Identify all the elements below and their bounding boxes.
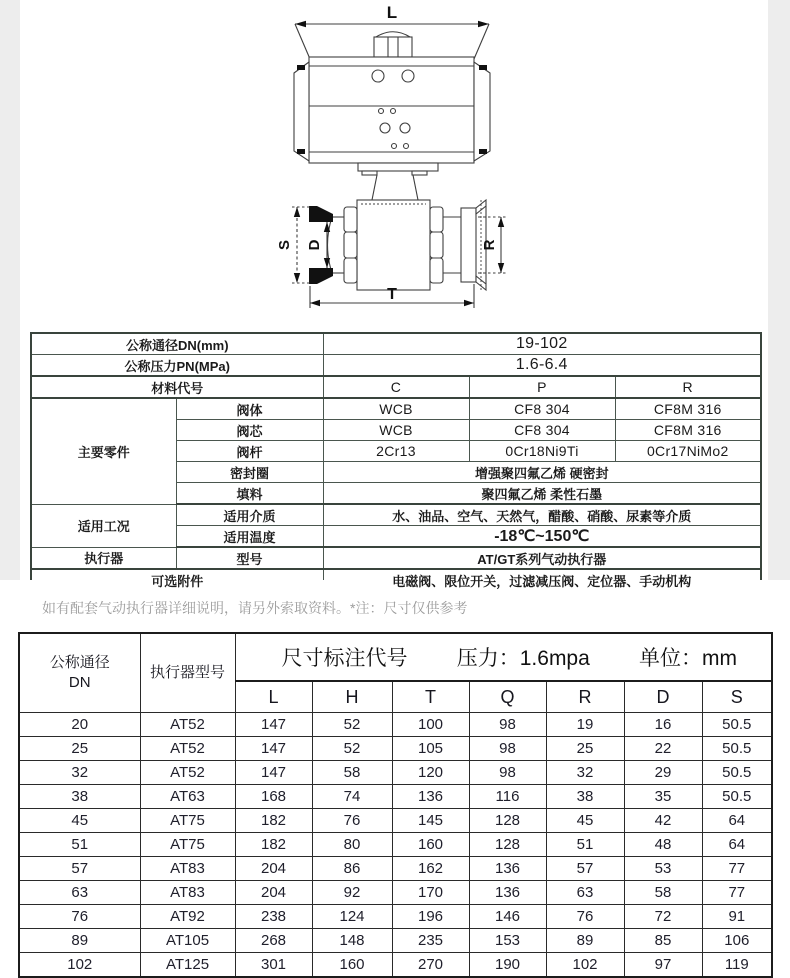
dim-cell-model: AT92 (140, 905, 235, 929)
dim-cell-model: AT52 (140, 713, 235, 737)
dim-cell-value: 148 (312, 929, 392, 953)
dim-s (276, 207, 310, 283)
dim-cell-value: 51 (546, 833, 624, 857)
dim-cell-value: 52 (312, 713, 392, 737)
dim-cell-model: AT63 (140, 785, 235, 809)
dim-table-row (19, 785, 772, 809)
dim-cell-value: 102 (546, 953, 624, 978)
dim-r (478, 217, 506, 273)
dim-cell-value: 160 (312, 953, 392, 978)
dim-cell-value: 238 (235, 905, 312, 929)
spec-accessories-label: 可选附件 (31, 569, 323, 591)
dim-cell-value: 145 (392, 809, 469, 833)
dim-cell-value: 32 (546, 761, 624, 785)
dim-table-row (19, 737, 772, 761)
dim-cell-value: 168 (235, 785, 312, 809)
dim-cell-model: AT125 (140, 953, 235, 978)
spec-row-actuator (31, 547, 761, 569)
dim-cell-value: 29 (624, 761, 702, 785)
spec-temp-value: -18℃~150℃ (323, 526, 761, 548)
spec-part-p: CF8 304 (469, 398, 615, 420)
dim-cell-dn: 38 (19, 785, 140, 809)
actuator-air-port (374, 32, 412, 57)
dim-cell-dn: 20 (19, 713, 140, 737)
dimension-table (18, 632, 773, 978)
dim-col-header: T (392, 681, 469, 713)
dim-table-row (19, 953, 772, 978)
dim-cell-value: 147 (235, 713, 312, 737)
dim-col-header: S (702, 681, 772, 713)
spec-row-medium (31, 504, 761, 526)
dim-cell-value: 50.5 (702, 761, 772, 785)
spec-seal-value: 增强聚四氟乙烯 硬密封 (323, 462, 761, 483)
dim-cell-value: 97 (624, 953, 702, 978)
dim-cell-value: 204 (235, 857, 312, 881)
dim-cell-value: 124 (312, 905, 392, 929)
dim-cell-dn: 76 (19, 905, 140, 929)
dim-cell-value: 16 (624, 713, 702, 737)
dim-table-row (19, 857, 772, 881)
dim-cell-value: 160 (392, 833, 469, 857)
dim-cell-dn: 32 (19, 761, 140, 785)
spec-dn-value: 19-102 (323, 333, 761, 355)
spec-pn-value: 1.6-6.4 (323, 355, 761, 377)
spec-row-part (31, 398, 761, 420)
dim-table-row (19, 761, 772, 785)
dim-cell-value: 136 (469, 881, 546, 905)
actuator-end-cap-left (294, 62, 309, 161)
valve-technical-drawing (20, 0, 768, 330)
spec-part-p: 0Cr18Ni9Ti (469, 441, 615, 462)
dim-cell-value: 190 (469, 953, 546, 978)
dim-cell-model: AT83 (140, 881, 235, 905)
dim-span-header (235, 633, 772, 681)
dim-cell-value: 25 (546, 737, 624, 761)
mounting-bracket (358, 163, 438, 200)
dim-cell-value: 182 (235, 809, 312, 833)
spec-packing-label: 填料 (176, 483, 323, 505)
valve-body (357, 200, 430, 290)
dim-cell-dn: 25 (19, 737, 140, 761)
dim-col-header: H (312, 681, 392, 713)
dim-cell-value: 147 (235, 761, 312, 785)
spec-table (30, 332, 762, 592)
spec-pn-label: 公称压力PN(MPa) (31, 355, 323, 377)
dim-cell-value: 146 (469, 905, 546, 929)
spec-seal-label: 密封圈 (176, 462, 323, 483)
spec-material-code: C (323, 376, 469, 398)
dim-cell-value: 196 (392, 905, 469, 929)
spec-part-c: WCB (323, 420, 469, 441)
dim-label-s: S (276, 239, 293, 251)
dim-t (310, 284, 474, 308)
dim-cell-value: 170 (392, 881, 469, 905)
dim-col-header: R (546, 681, 624, 713)
dim-cell-value: 301 (235, 953, 312, 978)
dim-cell-value: 147 (235, 737, 312, 761)
dim-cell-value: 77 (702, 881, 772, 905)
spec-part-name: 阀体 (176, 398, 323, 420)
dim-cell-model: AT52 (140, 761, 235, 785)
dim-unit-label: 单位：mm (639, 647, 738, 670)
spec-part-c: WCB (323, 398, 469, 420)
spec-actuator-label: 执行器 (31, 547, 176, 569)
dim-cell-value: 57 (546, 857, 624, 881)
dim-label-d: D (306, 239, 323, 251)
dim-cell-value: 106 (702, 929, 772, 953)
dim-cell-value: 48 (624, 833, 702, 857)
dim-table-row (19, 809, 772, 833)
dim-col-header: Q (469, 681, 546, 713)
spec-part-p: CF8 304 (469, 420, 615, 441)
dim-table-row (19, 929, 772, 953)
dim-table-row (19, 713, 772, 737)
dim-label-l: L (386, 3, 398, 22)
dim-cell-dn: 57 (19, 857, 140, 881)
dim-cell-model: AT75 (140, 833, 235, 857)
dim-cell-value: 204 (235, 881, 312, 905)
dim-cell-value: 85 (624, 929, 702, 953)
dim-cell-dn: 89 (19, 929, 140, 953)
dim-cell-dn: 102 (19, 953, 140, 978)
dim-table-row (19, 881, 772, 905)
dim-col1-header: 公称通径 DN (19, 633, 140, 713)
spec-row-pn (31, 355, 761, 377)
union-nut-right (430, 207, 443, 283)
spec-material-code: P (469, 376, 615, 398)
spec-material-label: 材料代号 (31, 376, 323, 398)
dim-cell-value: 120 (392, 761, 469, 785)
spec-temp-label: 适用温度 (176, 526, 323, 548)
dim-cell-value: 58 (312, 761, 392, 785)
dim-cell-value: 63 (546, 881, 624, 905)
dim-cell-value: 50.5 (702, 737, 772, 761)
dim-cell-value: 235 (392, 929, 469, 953)
dim-cell-value: 268 (235, 929, 312, 953)
dim-cell-value: 100 (392, 713, 469, 737)
dim-cell-value: 270 (392, 953, 469, 978)
spec-medium-value: 水、油品、空气、天然气，醋酸、硝酸、尿素等介质 (323, 504, 761, 526)
spec-material-code: R (615, 376, 761, 398)
spec-medium-label: 适用介质 (176, 504, 323, 526)
dim-header-row-1 (19, 633, 772, 681)
dim-cell-value: 128 (469, 809, 546, 833)
dim-cell-value: 89 (546, 929, 624, 953)
dim-cell-model: AT52 (140, 737, 235, 761)
dim-table-body (19, 713, 772, 978)
spec-part-r: CF8M 316 (615, 398, 761, 420)
dim-cell-value: 76 (312, 809, 392, 833)
spec-row-material (31, 376, 761, 398)
dim-cell-value: 42 (624, 809, 702, 833)
dim-cell-value: 91 (702, 905, 772, 929)
spec-part-name: 阀杆 (176, 441, 323, 462)
spec-model-label: 型号 (176, 547, 323, 569)
dim-cell-value: 45 (546, 809, 624, 833)
spec-dn-label: 公称通径DN(mm) (31, 333, 323, 355)
dim-cell-value: 98 (469, 713, 546, 737)
dim-cell-value: 38 (546, 785, 624, 809)
dim-cell-value: 116 (469, 785, 546, 809)
spec-part-name: 阀芯 (176, 420, 323, 441)
dim-cell-value: 58 (624, 881, 702, 905)
dim-cell-value: 19 (546, 713, 624, 737)
dim-cell-value: 119 (702, 953, 772, 978)
dim-cell-dn: 51 (19, 833, 140, 857)
dim-cell-value: 77 (702, 857, 772, 881)
dim-label-r: R (481, 239, 498, 251)
spec-part-c: 2Cr13 (323, 441, 469, 462)
spec-parts-label: 主要零件 (31, 398, 176, 504)
dim-cell-value: 80 (312, 833, 392, 857)
dim-cell-value: 98 (469, 737, 546, 761)
dim-cell-value: 52 (312, 737, 392, 761)
dim-col2-header: 执行器型号 (140, 633, 235, 713)
dimension-table-section (0, 630, 790, 978)
union-nut-left (344, 207, 357, 283)
dim-cell-value: 64 (702, 809, 772, 833)
actuator-body (309, 57, 474, 163)
dim-cell-value: 50.5 (702, 785, 772, 809)
dim-cell-model: AT83 (140, 857, 235, 881)
dim-cell-value: 128 (469, 833, 546, 857)
dim-table-row (19, 833, 772, 857)
dim-cell-value: 74 (312, 785, 392, 809)
dim-codes-label: 尺寸标注代号 (281, 647, 408, 670)
spec-part-r: 0Cr17NiMo2 (615, 441, 761, 462)
dim-cell-value: 53 (624, 857, 702, 881)
dim-cell-value: 98 (469, 761, 546, 785)
spec-row-dn (31, 333, 761, 355)
dim-cell-value: 136 (392, 785, 469, 809)
dim-cell-model: AT75 (140, 809, 235, 833)
dim-cell-dn: 45 (19, 809, 140, 833)
dim-cell-value: 22 (624, 737, 702, 761)
spec-model-value: AT/GT系列气动执行器 (323, 547, 761, 569)
dim-label-t: T (387, 286, 397, 303)
dim-cell-value: 50.5 (702, 713, 772, 737)
dim-cell-value: 162 (392, 857, 469, 881)
spec-accessories-value: 电磁阀、限位开关，过滤减压阀、定位器、手动机构 (323, 569, 761, 591)
dim-cell-value: 105 (392, 737, 469, 761)
dim-table-row (19, 905, 772, 929)
dim-cell-value: 136 (469, 857, 546, 881)
spec-condition-label: 适用工况 (31, 504, 176, 547)
dim-cell-model: AT105 (140, 929, 235, 953)
spec-packing-value: 聚四氟乙烯 柔性石墨 (323, 483, 761, 505)
dim-cell-value: 76 (546, 905, 624, 929)
triclamp-ferrule-right (443, 200, 486, 290)
actuator-end-cap-right (474, 62, 490, 161)
dim-cell-value: 86 (312, 857, 392, 881)
drawing-and-spec-sheet (20, 0, 768, 589)
dim-cell-dn: 63 (19, 881, 140, 905)
spec-part-r: CF8M 316 (615, 420, 761, 441)
dim-col-header: L (235, 681, 312, 713)
dim-cell-value: 92 (312, 881, 392, 905)
dim-cell-value: 72 (624, 905, 702, 929)
dim-col-header: D (624, 681, 702, 713)
dim-pressure-label: 压力：1.6mpa (456, 647, 590, 670)
dim-cell-value: 35 (624, 785, 702, 809)
note-text: 如有配套气动执行器详细说明，请另外索取资料。*注：尺寸仅供参考 (42, 600, 468, 616)
dim-d (306, 222, 330, 268)
dim-cell-value: 64 (702, 833, 772, 857)
dim-cell-value: 182 (235, 833, 312, 857)
dim-cell-value: 153 (469, 929, 546, 953)
